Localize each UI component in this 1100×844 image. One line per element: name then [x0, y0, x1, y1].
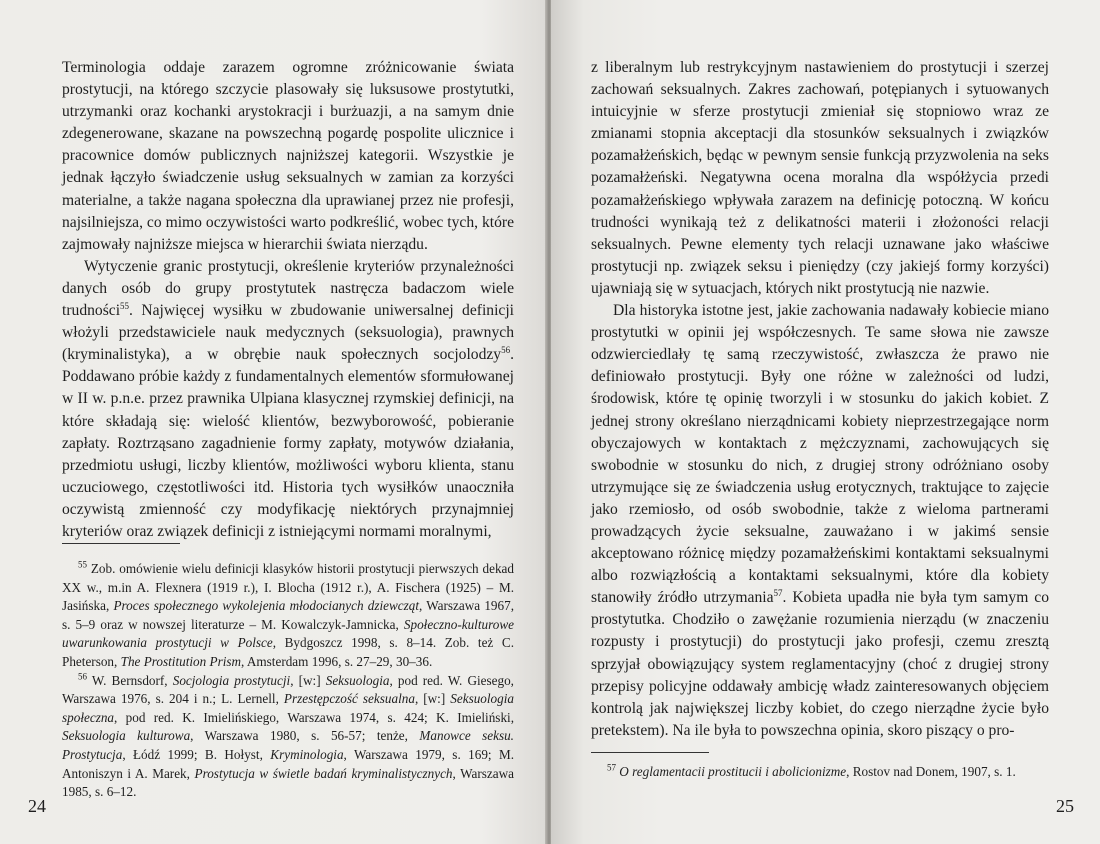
- footnote-55-text-b: , Warszawa 1967, s. 5–9 oraz w nowszej literaturze – M. Kowalczyk-Jamnicka,: [62, 598, 514, 632]
- right-paragraph-1: z liberalnym lub restrykcyjnym nastawieniem do prostytucji i szerzej zachowań seksualnych. Zakres zachowań, potępianych i sytuowanych intuicyjnie w sferze prostytucji zmieniał się stopniowo wraz ze zmianami stopnia akceptacji dla stosunków seksualnych i związków pozamałżeńskich, będąc w pewnym sensie funkcją przyzwolenia na seks pozamałżeński. Negatywna ocena moralna dla współżycia przedi pozamałżeńskiego wpływała zarazem na definicję potoczną. W końcu trudności wynikają też z delikatności materii i złożoności relacji seksualnych. Pewne elementy tych relacji uznawane jako właściwe prostytucji np. związek seksu i pieniędzy (czy jakiejś formy korzyści) ujawniają się w sytuacjach, których nikt prostytucją nie nazwie.: [591, 59, 1049, 297]
- right-body-text: [591, 57, 1049, 742]
- footnote-ref-56: 56: [501, 345, 511, 356]
- footnote-57-title: O reglamentacii prostitucii i abolicionizme: [619, 764, 847, 779]
- footnote-56-text-b: , [w:]: [290, 672, 326, 688]
- footnote-56-text-g: , Łódź 1999; B. Hołyst,: [122, 746, 271, 762]
- left-footnotes: [62, 560, 514, 802]
- footnote-56-title-c: Przestępczość seksualna: [283, 691, 415, 707]
- footnote-55-title-c: The Prostitution Prism: [120, 653, 242, 669]
- right-page: [551, 0, 1100, 844]
- right-page-number: 25: [1056, 796, 1074, 816]
- left-paragraph-2-part-2: . Najwięcej wysiłku w zbudowanie uniwersalnej definicji włożyli przedstawiciele nauk medycznych (seksuologia), prawnych (kryminalistyka), a w obrębie nauk społecznych socjolodzy: [62, 302, 514, 364]
- left-body-text: [62, 57, 514, 543]
- footnote-55: [62, 560, 514, 672]
- footnote-56-text-i: , Warszawa 1985, s. 6–12.: [62, 765, 514, 800]
- footnote-56-title-h: Prostytucja w świetle badań kryminalistycznych: [194, 765, 453, 781]
- footnote-56-text-f: , Warszawa 1980, s. 56-57; tenże,: [190, 728, 420, 744]
- footnote-56-text-d: , [w:]: [414, 691, 451, 707]
- footnote-56-text-c: , pod red. W. Giesego, Warszawa 1976, s. 204 i n.; L. Lernell,: [62, 672, 514, 707]
- right-footnotes: [591, 763, 1049, 782]
- footnote-56-text-a: W. Bernsdorf,: [91, 672, 173, 688]
- footnote-ref-57: 57: [773, 588, 783, 599]
- right-paragraph-2: [591, 300, 1049, 742]
- footnote-55-text-c: , Bydgoszcz 1998, s. 8–14. Zob. też C. Pheterson,: [62, 635, 514, 669]
- footnote-56-title-b: Seksuologia: [325, 672, 390, 688]
- footnote-56-title-d: Seksuologia społeczna: [62, 691, 514, 725]
- left-paragraph-1: Terminologia oddaje zarazem ogromne zróżnicowanie świata prostytucji, na którego szczycie plasowały się luksusowe prostytutki, utrzymanki oraz kochanki arystokracji i burżuazji, a na samym dnie zdegenerowane, skazane na powszechną pogardę pospolite ulicznice i pracownice domów publicznych najniższej kategorii. Wszystkie je jednak łączyło świadczenie usług seksualnych w zamian za korzyści materialne, a także nagana społeczna dla uprawianej przez nie profesji, najsilniejsza, co mimo oczywistości warto podkreślić, wobec tych, które zajmowały najniższe miejsca w hierarchii świata nierządu.: [62, 59, 514, 253]
- footnote-56-number: 56: [78, 671, 87, 682]
- footnote-56: [62, 672, 514, 802]
- footnote-56-title-a: Socjologia prostytucji: [172, 672, 291, 688]
- right-paragraph-2-part-2: . Kobieta upadła nie była tym samym co prostytutka. Chodziło o zawężanie rozumienia nierządu (w znaczeniu rozpusty i prostytucji) do prostytucji jako profesji, czemu zresztą sprzyjał obowiązujący system reglamentacyjny (choć z drugiej strony przepisy policyjne oddawały ambicję władz zainteresowanych objęciem kontrolą jak największej liczby kobiet, do czego nierządne życie było pretekstem). Na ile była to powszechna opinia, skoro piszący o pro-: [591, 589, 1049, 739]
- footnote-55-text-a: Zob. omówienie wielu definicji klasyków historii prostytucji pierwszych dekad XX w., m.in A. Flexnera (1919 r.), I. Blocha (1912 r.), A. Fischera (1925) – M. Jasińska,: [62, 561, 515, 614]
- footnote-56-title-e: Seksuologia kulturowa: [62, 728, 191, 744]
- left-page-number: 24: [28, 796, 46, 816]
- footnote-57-number: 57: [607, 762, 616, 773]
- right-paragraph-2-part-1: Dla historyka istotne jest, jakie zachowania nadawały kobiecie miano prostytutki w opinii jej współczesnych. Te same słowa nie zawsze odzwierciedlały tę samą rzeczywistość, zwłaszcza że prawo nie definiowało prostytucji. Były one różne w zależności od ludzi, środowisk, które tę opinię tworzyli i w stosunku do jakich kobiet. Z jednej strony określano nierządnicami kobiety nieprzestrzegające norm obyczajowych w kontaktach z mężczyznami, zachowujących się swobodnie w stosunku do nich, z drugiej strony odróżniano osoby utrzymujące się ze świadczenia usług erotycznych, traktujące to zajęcie jako rzemiosło, od osób swobodnie, także z wieloma partnerami prowadzących życie seksualne, zauważano i w jakimś sensie akceptowano różnicę między pozamałżeńskimi kontaktami seksualnymi albo rozwiązłością a kontaktami seksualnymi, które dla kobiety stanowiły źródło utrzymania: [591, 302, 1049, 607]
- footnote-56-title-g: Kryminologia: [270, 746, 344, 762]
- footnote-55-number: 55: [78, 559, 87, 570]
- left-page: [0, 0, 547, 844]
- right-footnote-divider: [591, 752, 709, 753]
- footnote-56-text-h: , Warszawa 1979, s. 169; M. Antoniszyn i A. Marek,: [62, 746, 514, 781]
- footnote-56-text-e: , pod red. K. Imielińskiego, Warszawa 1974, s. 424; K. Imieliński,: [114, 709, 514, 725]
- footnote-55-title-b: Społeczno-kulturowe uwarunkowania prostytucji w Polsce: [62, 616, 514, 651]
- footnote-57-text: , Rostov nad Donem, 1907, s. 1.: [846, 764, 1016, 779]
- footnote-57: [591, 763, 1049, 782]
- left-paragraph-2-part-3: . Poddawano próbie każdy z fundamentalnych elementów sformułowanej w II w. p.n.e. przez prawnika Ulpiana klasycznej rzymskiej definicji, na które składają się: wielość klientów, bezwyborowość, pobieranie zapłaty. Roztrząsano zagadnienie formy zapłaty, motywów działania, przedmiotu usługi, liczby klientów, możliwości wyboru klienta, stanu uczuciowego, częstotliwości itd. Historia tych wysiłków unaoczniła oczywistą zmienność czy modyfikację niektórych przynajmniej kryteriów oraz związek definicji z istniejącymi normami moralnymi,: [62, 346, 514, 540]
- footnote-55-text-d: , Amsterdam 1996, s. 27–29, 30–36.: [241, 653, 433, 669]
- left-paragraph-2-part-1: Wytyczenie granic prostytucji, określenie kryteriów przynależności danych osób do grupy prostytutek nastręcza badaczom wiele trudności: [62, 257, 514, 320]
- left-footnote-divider: [62, 543, 180, 544]
- left-paragraph-2: [62, 256, 514, 543]
- footnote-55-title-a: Proces społecznego wykolejenia młodocianych dziewcząt: [113, 598, 420, 614]
- footnote-ref-55: 55: [120, 300, 130, 311]
- footnote-56-title-f: Manowce seksu. Prostytucja: [62, 728, 514, 762]
